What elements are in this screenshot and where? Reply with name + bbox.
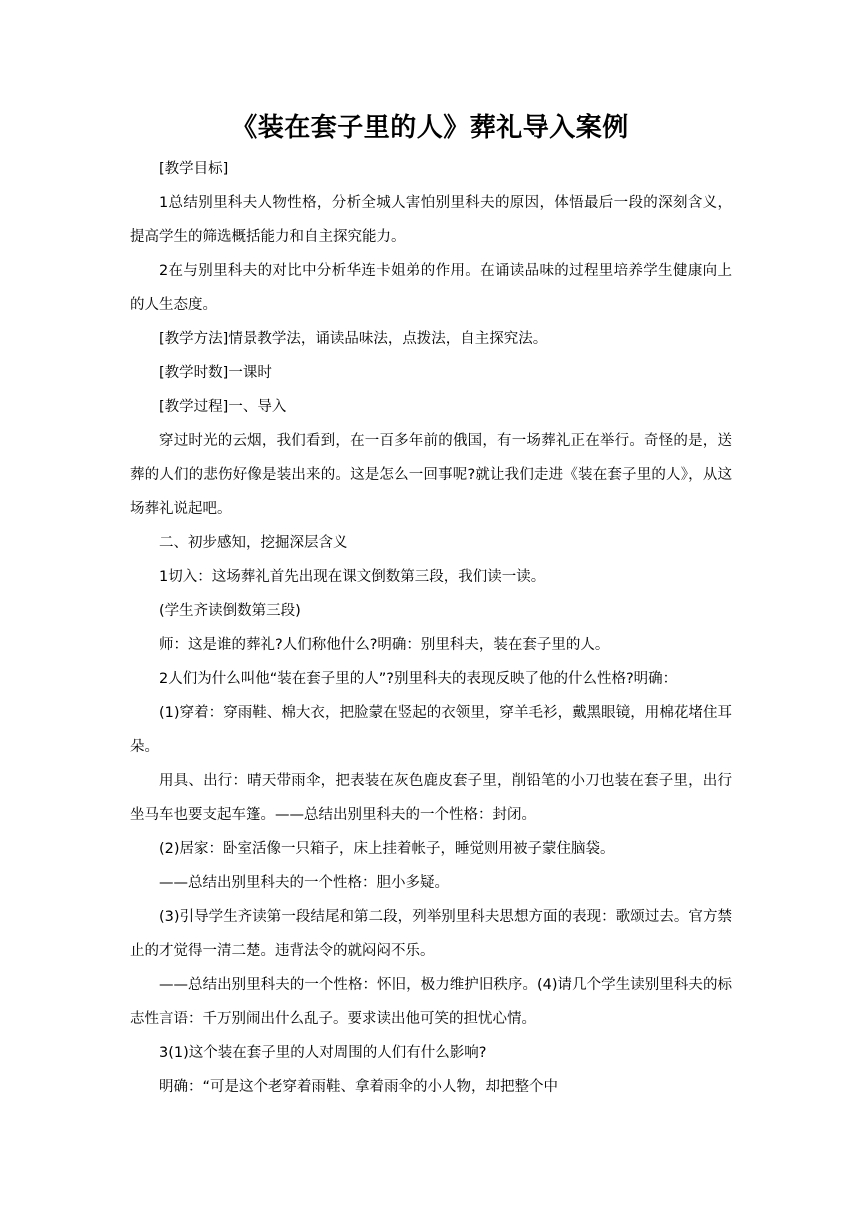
document-title: 《装在套子里的人》葬礼导入案例 [231,113,629,143]
paragraph: [教学时数]一课时 [159,365,272,381]
document-body [130,152,732,1104]
paragraph: (2)居家：卧室活像一只箱子，床上挂着帐子，睡觉则用被子蒙住脑袋。 [159,841,615,857]
paragraph: [教学方法]情景教学法，诵读品味法，点拨法，自主探究法。 [159,331,548,347]
paragraph: 3(1)这个装在套子里的人对周围的人们有什么影响? [159,1045,487,1061]
paragraph: 1总结别里科夫人物性格，分析全城人害怕别里科夫的原因，体悟最后一段的深刻含义，提高学生的筛选概括能力和自主探究能力。 [130,195,732,245]
paragraph: (1)穿着：穿雨鞋、棉大衣，把脸蒙在竖起的衣领里，穿羊毛衫，戴黑眼镜，用棉花堵住耳朵。 [130,705,732,755]
paragraph: 穿过时光的云烟，我们看到，在一百多年前的俄国，有一场葬礼正在举行。奇怪的是，送葬的人们的悲伤好像是装出来的。这是怎么一回事呢?就让我们走进《装在套子里的人》，从这场葬礼说起吧。 [130,433,732,517]
paragraph: [教学过程]一、导入 [159,399,287,415]
paragraph: 明确：“可是这个老穿着雨鞋、拿着雨伞的小人物，却把整个中 [159,1079,559,1095]
paragraph: [教学目标] [159,161,229,177]
paragraph: 1切入：这场葬礼首先出现在课文倒数第三段，我们读一读。 [159,569,546,585]
paragraph: (学生齐读倒数第三段) [159,603,301,619]
paragraph: 师：这是谁的葬礼?人们称他什么?明确：别里科夫，装在套子里的人。 [159,637,610,653]
paragraph: (3)引导学生齐读第一段结尾和第二段，列举别里科夫思想方面的表现：歌颂过去。官方禁止的才觉得一清二楚。违背法令的就闷闷不乐。 [130,909,732,959]
paragraph: ——总结出别里科夫的一个性格：怀旧，极力维护旧秩序。(4)请几个学生读别里科夫的标志性言语：千万别闹出什么乱子。要求读出他可笑的担忧心情。 [130,977,732,1027]
paragraph: 二、初步感知，挖掘深层含义 [159,535,348,551]
paragraph: 用具、出行：晴天带雨伞，把表装在灰色鹿皮套子里，削铅笔的小刀也装在套子里，出行坐马车也要支起车篷。——总结出别里科夫的一个性格：封闭。 [130,773,732,823]
paragraph: 2人们为什么叫他“装在套子里的人”?别里科夫的表现反映了他的什么性格?明确： [159,671,678,687]
paragraph: 2在与别里科夫的对比中分析华连卡姐弟的作用。在诵读品味的过程里培养学生健康向上的人生态度。 [130,263,732,313]
paragraph: ——总结出别里科夫的一个性格：胆小多疑。 [159,875,449,891]
